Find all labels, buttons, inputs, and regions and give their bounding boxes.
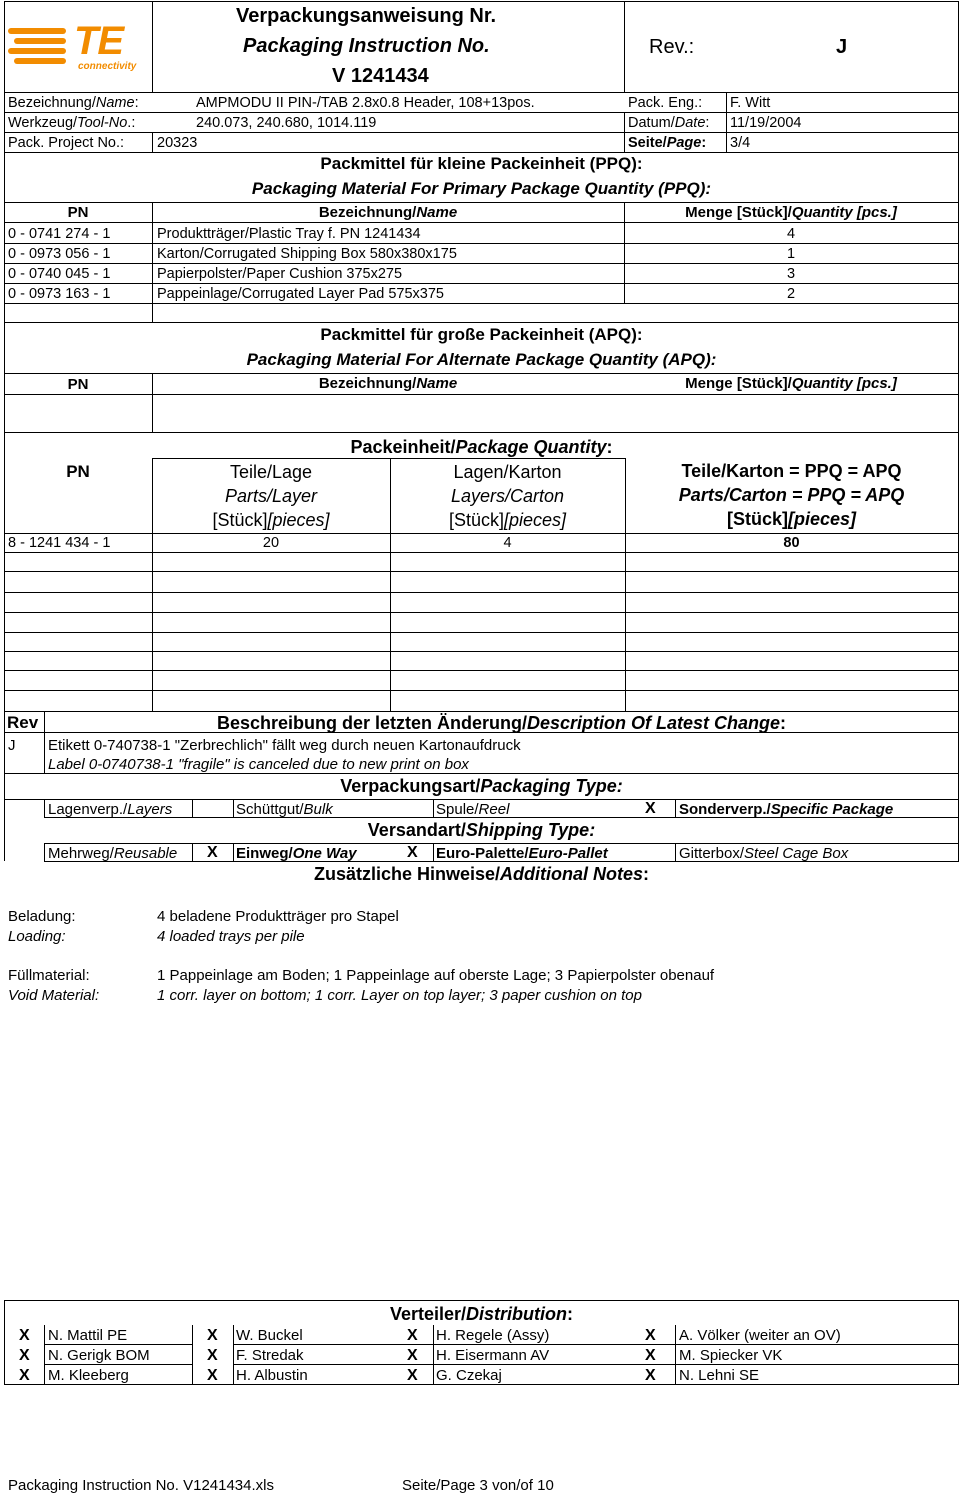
logo-brand: TE (74, 19, 124, 63)
pq-col2-unit: [Stück][pieces] (212, 510, 330, 530)
ppq-row-name: Papierpolster/Paper Cushion 375x275 (157, 266, 403, 282)
change-title: Beschreibung der letzten Änderung/Description Of Latest Change: (216, 713, 787, 733)
pack-eng-value: F. Witt (730, 95, 771, 111)
void-label-en: Void Material: (8, 987, 100, 1004)
shipping-option-oneway: Einweg/One Way (236, 845, 357, 862)
dist-mark: X (207, 1327, 218, 1344)
dist-mark: X (645, 1327, 656, 1344)
dist-name: F. Stredak (236, 1347, 304, 1364)
pq-row-parts-layer: 20 (262, 535, 280, 551)
ppq-row-name: Karton/Corrugated Shipping Box 580x380x175 (157, 246, 457, 262)
dist-name: H. Eisermann AV (436, 1347, 550, 1364)
pq-col2-en: Parts/Layer (224, 486, 318, 506)
dist-mark: X (19, 1367, 30, 1384)
void-text-en: 1 corr. layer on bottom; 1 corr. Layer on top layer; 3 paper cushion on top (157, 987, 642, 1004)
dist-mark: X (207, 1347, 218, 1364)
void-label-de: Füllmaterial: (8, 967, 90, 984)
distribution-title: Verteiler/Distribution: (389, 1304, 574, 1324)
datum-label: Datum/Date: (628, 115, 710, 131)
werkzeug-label: Werkzeug/Tool-No.: (8, 115, 136, 131)
dist-mark: X (19, 1327, 30, 1344)
packaging-option-layers: Lagenverp./Layers (48, 801, 173, 818)
dist-mark: X (207, 1367, 218, 1384)
ppq-row-pn: 0 - 0973 163 - 1 (8, 286, 111, 302)
pq-col4-de: Teile/Karton = PPQ = APQ (681, 461, 902, 481)
ppq-row-qty: 4 (786, 226, 796, 242)
packaging-option-reel: Spule/Reel (436, 801, 510, 818)
logo-sub: connectivity (78, 61, 137, 72)
apq-title-de: Packmittel für große Packeinheit (APQ): (320, 325, 643, 344)
shipping-option-reusable: Mehrweg/Reusable (48, 845, 178, 862)
dist-mark: X (645, 1347, 656, 1364)
pq-col3-de: Lagen/Karton (453, 462, 562, 482)
dist-name: M. Spiecker VK (679, 1347, 783, 1364)
change-text-en: Label 0-0740738-1 "fragile" is canceled due to new print on box (48, 756, 469, 773)
title-en: Packaging Instruction No. (243, 35, 490, 57)
dist-mark: X (407, 1347, 418, 1364)
change-rev: J (8, 737, 16, 754)
ppq-row-pn: 0 - 0741 274 - 1 (8, 226, 111, 242)
packaging-type-title: Verpackungsart/Packaging Type: (340, 776, 623, 796)
dist-mark: X (407, 1327, 418, 1344)
dist-name: H. Albustin (236, 1367, 308, 1384)
ppq-col-pn: PN (67, 204, 89, 221)
ppq-title-de: Packmittel für kleine Packeinheit (PPQ): (320, 154, 643, 173)
apq-col-pn: PN (67, 376, 89, 393)
rev-value: J (836, 36, 848, 58)
pq-col-pn: PN (66, 462, 90, 481)
company-logo (8, 18, 148, 76)
werkzeug-value: 240.073, 240.680, 1014.119 (196, 115, 377, 131)
pq-col3-en: Layers/Carton (450, 486, 565, 506)
dist-mark: X (407, 1367, 418, 1384)
loading-label-en: Loading: (8, 928, 66, 945)
bez-label: Bezeichnung/Name: (8, 95, 139, 111)
shipping-mark-oneway: X (407, 844, 418, 861)
seite-label: Seite/Page: (628, 135, 707, 151)
dist-name: W. Buckel (236, 1327, 303, 1344)
packaging-option-specific: Sonderverp./Specific Package (679, 801, 894, 818)
pq-col3-unit: [Stück][pieces] (448, 510, 567, 530)
project-value: 20323 (157, 135, 198, 151)
pq-row-layers-carton: 4 (503, 535, 512, 551)
loading-label-de: Beladung: (8, 908, 76, 925)
ppq-row-qty: 1 (786, 246, 796, 262)
title-number: V 1241434 (332, 65, 429, 87)
ppq-col-qty: Menge [Stück]/Quantity [pcs.] (685, 204, 897, 221)
shipping-option-europallet: Euro-Palette/Euro-Pallet (436, 845, 608, 862)
dist-name: N. Gerigk BOM (48, 1347, 150, 1364)
loading-text-de: 4 beladene Produktträger pro Stapel (157, 908, 399, 925)
ppq-row-name: Pappeinlage/Corrugated Layer Pad 575x375 (157, 286, 444, 302)
ppq-row-qty: 2 (786, 286, 796, 302)
dist-name: N. Mattil PE (48, 1327, 128, 1344)
apq-col-name: Bezeichnung/Name (318, 375, 458, 392)
ppq-col-name: Bezeichnung/Name (318, 204, 458, 221)
apq-col-qty: Menge [Stück]/Quantity [pcs.] (685, 375, 897, 392)
datum-value: 11/19/2004 (730, 115, 802, 131)
pq-col4-en: Parts/Carton = PPQ = APQ (678, 485, 905, 505)
dist-name: M. Kleeberg (48, 1367, 129, 1384)
ppq-row-pn: 0 - 0973 056 - 1 (8, 246, 111, 262)
shipping-mark-reusable: X (207, 844, 218, 861)
ppq-title-en: Packaging Material For Primary Package Quantity (PPQ): (251, 179, 712, 198)
change-rev-label: Rev (7, 713, 39, 732)
pack-eng-label: Pack. Eng.: (628, 95, 703, 111)
shipping-option-cagebox: Gitterbox/Steel Cage Box (679, 845, 849, 862)
title-de: Verpackungsanweisung Nr. (236, 5, 497, 27)
ppq-row-qty: 3 (786, 266, 796, 282)
change-text-de: Etikett 0-740738-1 "Zerbrechlich" fällt weg durch neuen Kartonaufdruck (48, 737, 521, 754)
bez-value: AMPMODU II PIN-/TAB 2.8x0.8 Header, 108+13pos. (196, 95, 535, 111)
dist-name: H. Regele (Assy) (436, 1327, 550, 1344)
loading-text-en: 4 loaded trays per pile (157, 928, 305, 945)
ppq-row-name: Produktträger/Plastic Tray f. PN 1241434 (157, 226, 421, 242)
pq-col2-de: Teile/Lage (229, 462, 313, 482)
dist-mark: X (19, 1347, 30, 1364)
notes-title: Zusätzliche Hinweise/Additional Notes: (313, 864, 650, 884)
packaging-mark-reel: X (645, 800, 656, 817)
pq-title: Packeinheit/Package Quantity: (350, 437, 613, 457)
shipping-type-title: Versandart/Shipping Type: (367, 820, 596, 840)
seite-value: 3/4 (730, 135, 751, 151)
ppq-row-pn: 0 - 0740 045 - 1 (8, 266, 111, 282)
pq-row-parts-carton: 80 (783, 535, 800, 551)
dist-mark: X (645, 1367, 656, 1384)
pq-col4-unit: [Stück][pieces] (726, 509, 857, 529)
project-label: Pack. Project No.: (8, 135, 125, 151)
dist-name: A. Völker (weiter an OV) (679, 1327, 841, 1344)
dist-name: G. Czekaj (436, 1367, 502, 1384)
void-text-de: 1 Pappeinlage am Boden; 1 Pappeinlage auf oberste Lage; 3 Papierpolster obenauf (157, 967, 715, 984)
rev-label: Rev.: (649, 36, 695, 58)
packaging-option-bulk: Schüttgut/Bulk (236, 801, 333, 818)
footer-page: Seite/Page 3 von/of 10 (402, 1477, 554, 1494)
dist-name: N. Lehni SE (679, 1367, 760, 1384)
footer-file: Packaging Instruction No. V1241434.xls (8, 1477, 274, 1494)
apq-title-en: Packaging Material For Alternate Package Quantity (APQ): (246, 350, 717, 369)
pq-row-pn: 8 - 1241 434 - 1 (8, 535, 111, 551)
